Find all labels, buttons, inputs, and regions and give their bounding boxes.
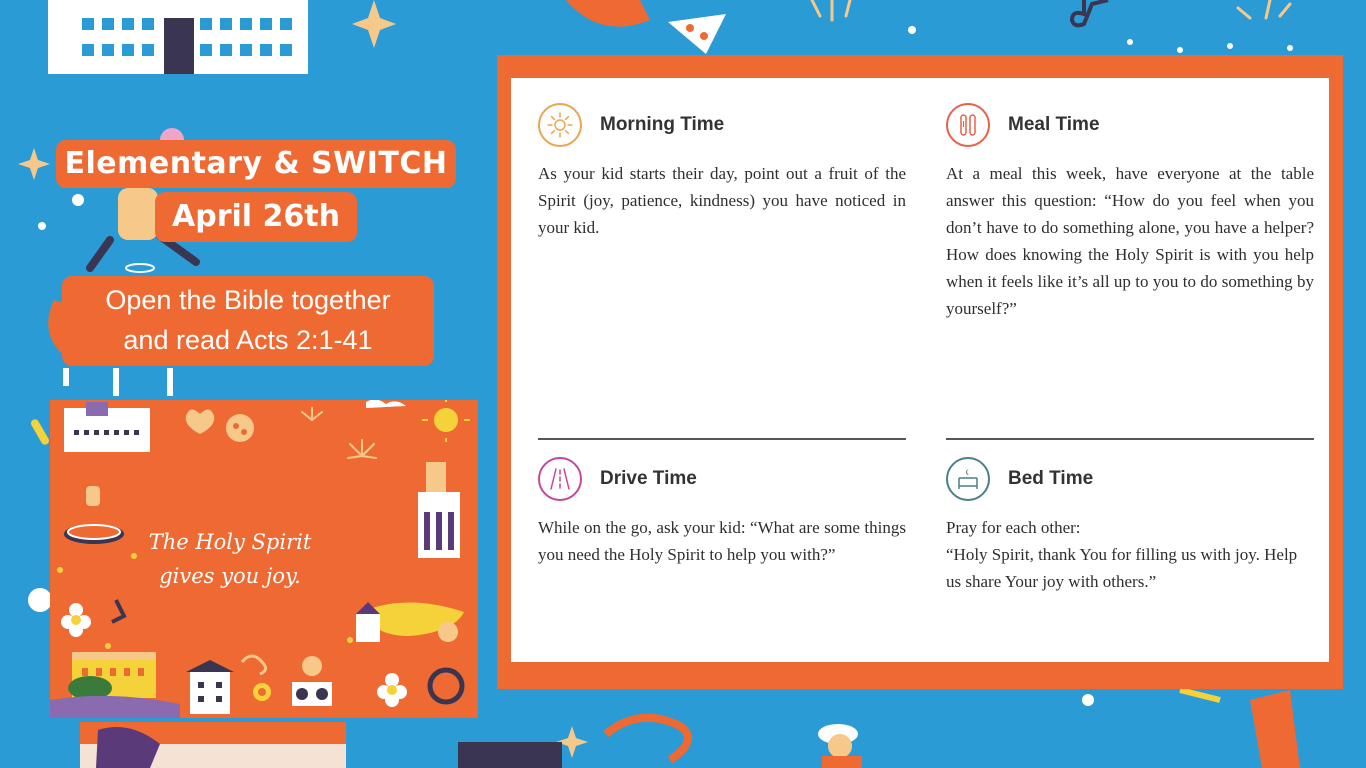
morning-time-text: As your kid starts their day, point out a fruit of the Spirit (joy, patience, kindness) you have noticed in your kid. [538,164,906,237]
bible-reading-line2: and read Acts 2:1-41 [123,325,373,355]
card-caption [120,525,340,593]
apartment-illustration [186,660,234,714]
activities-sheet [511,78,1329,662]
bed-time-text [946,514,1314,595]
card-caption-line2: gives you joy. [159,564,301,588]
bible-reading-line1: Open the Bible together [105,285,391,315]
lesson-card [50,400,478,718]
bed-time-text-line2: “Holy Spirit, thank You for filling us with joy. Help us share Your joy with others.” [946,545,1298,591]
bed-time-text-line1: Pray for each other: [946,518,1081,537]
bed-time-block [946,454,1314,595]
waving-kid-illustration [818,724,862,768]
road-icon [538,457,582,501]
divider-right [946,438,1314,440]
heart-icon [186,409,214,434]
pizza-icon [566,0,650,27]
building-illustration [48,0,308,74]
activities-panel [497,55,1343,689]
drive-time-block [538,454,906,568]
sparkle-icon [352,0,396,48]
event-date: April 26th [155,192,357,242]
card-caption-line1: The Holy Spirit [148,530,312,554]
bible-reading [62,276,434,366]
trampoline-illustration [64,486,124,544]
event-title: Elementary & SWITCH [56,140,456,188]
pizza-icon [226,414,254,442]
school-building-illustration [64,402,150,452]
sun-icon [538,103,582,147]
utensils-icon [946,103,990,147]
music-note-icon [1072,0,1108,25]
bed-time-label: Bed Time [1008,468,1094,489]
drive-time-text: While on the go, ask your kid: “What are some things you need the Holy Spirit to help you with?” [538,518,906,564]
pizza-slice-icon [668,14,726,54]
meal-time-block [946,100,1314,322]
bed-icon [946,457,990,501]
sparkle-icon [18,148,50,180]
drive-time-label: Drive Time [600,468,697,489]
dj-kid-illustration [292,656,332,706]
morning-time-block [538,100,906,241]
morning-time-label: Morning Time [600,114,725,135]
divider-left [538,438,906,440]
meal-time-label: Meal Time [1008,114,1100,135]
meal-time-text: At a meal this week, have everyone at the table answer this question: “How do you feel when you don’t have to do something alone, you have a helper? How does knowing the Holy Spirit is with you help when it feels like it’s all up to you to do something by yourself?” [946,164,1314,318]
tower-illustration [418,462,460,558]
sun-illustration [422,400,470,442]
